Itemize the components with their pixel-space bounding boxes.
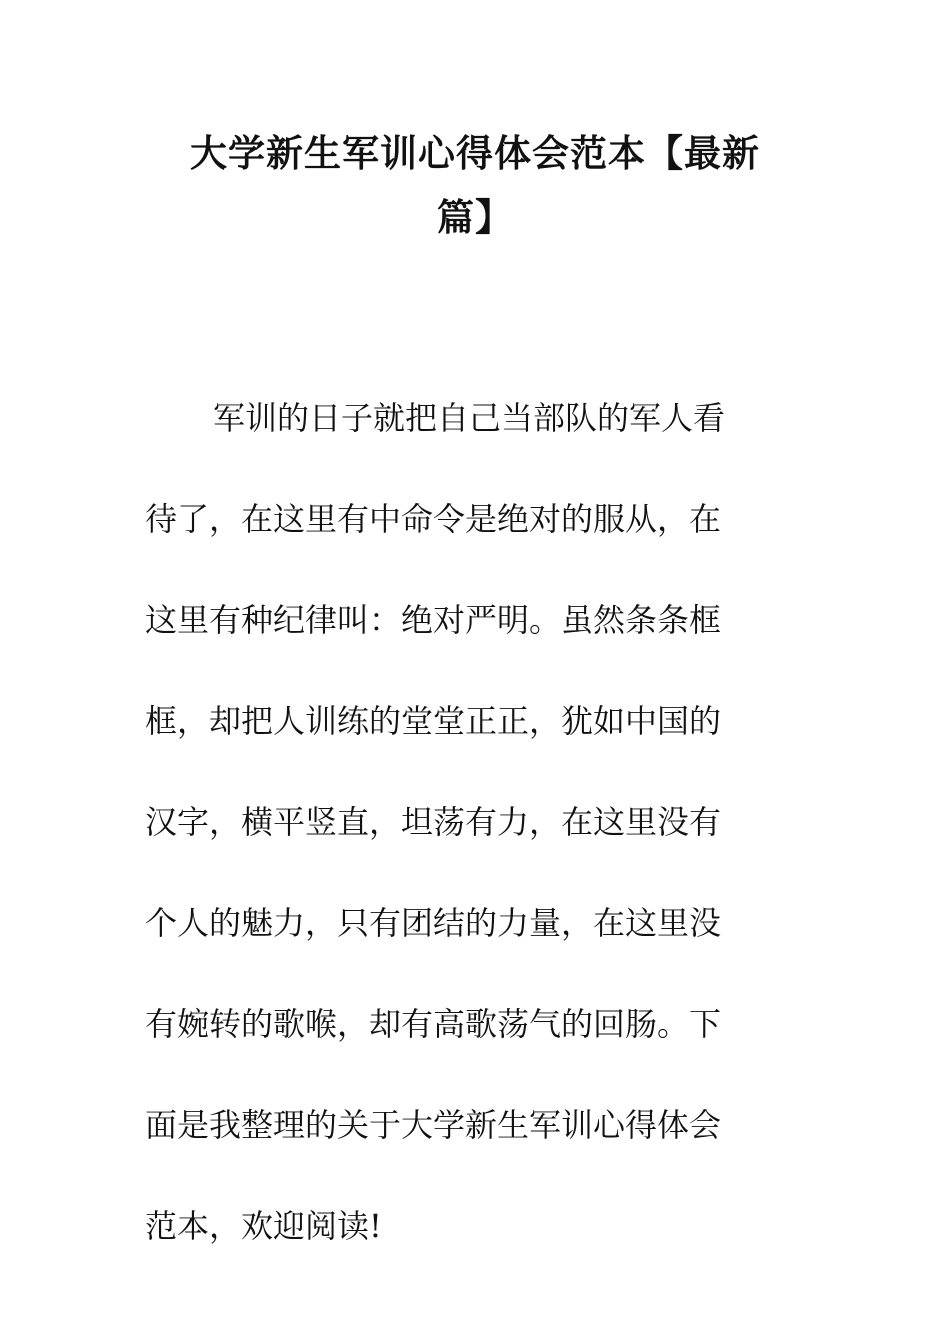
- intro-paragraph: [145, 368, 785, 1277]
- paragraph-line: 范本，欢迎阅读!: [145, 1207, 382, 1245]
- paragraph-line: 个人的魅力，只有团结的力量，在这里没: [145, 904, 722, 942]
- paragraph-line: 待了，在这里有中命令是绝对的服从，在: [145, 500, 722, 538]
- title-line: 篇】: [437, 196, 513, 239]
- paragraph-line: 有婉转的歌喉，却有高歌荡气的回肠。下: [145, 1005, 722, 1043]
- paragraph-line: 框，却把人训练的堂堂正正，犹如中国的: [145, 702, 722, 740]
- paragraph-line: 这里有种纪律叫：绝对严明。虽然条条框: [145, 601, 722, 639]
- paragraph-line: 面是我整理的关于大学新生军训心得体会: [145, 1106, 722, 1144]
- paragraph-line: 汉字，横平竖直，坦荡有力，在这里没有: [145, 803, 722, 841]
- document-title: [145, 122, 805, 250]
- paragraph-line: 军训的日子就把自己当部队的军人看: [213, 399, 726, 437]
- title-line: 大学新生军训心得体会范本【最新: [190, 132, 760, 175]
